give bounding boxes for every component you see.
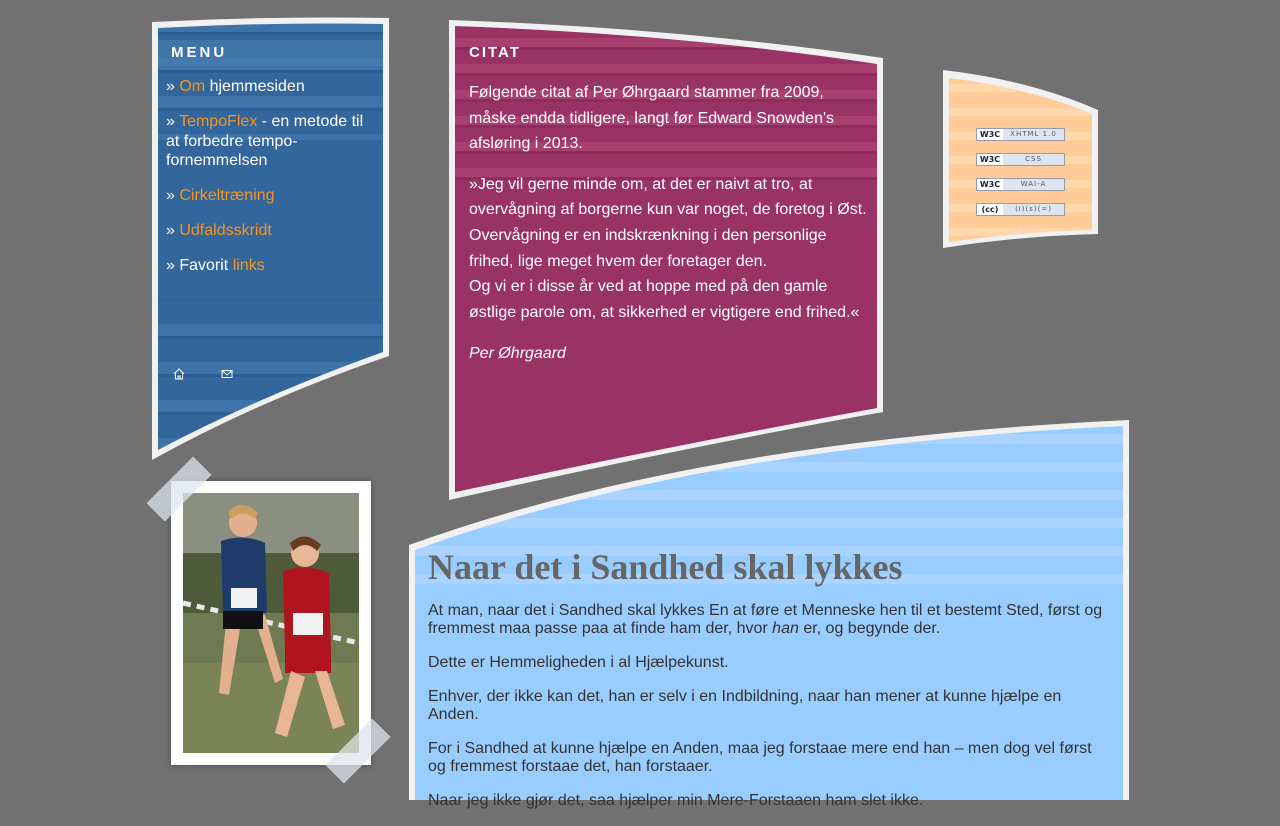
menu-item-prefix: » [166, 187, 180, 204]
paragraph-text: er, og begynde der. [798, 620, 941, 637]
paragraph-text: At man, naar det i Sandhed skal lykkes En at føre et Menneske hen til et bestemt Sted, først og fremmest maa passe paa at finde ham der, hvor [428, 602, 1103, 637]
creative-commons-badge[interactable] [976, 203, 1065, 216]
badge-label: WAI-A [1020, 180, 1047, 188]
main-paragraph-3: Enhver, der ikke kan det, han er selv i en Indbildning, naar han mener at kunne hjælpe en Anden. [428, 688, 1062, 723]
menu-item-suffix: hjemmesiden [205, 78, 305, 95]
menu-link-om[interactable]: Om [179, 78, 206, 95]
menu-title: MENU [171, 44, 228, 61]
menu-item-prefix: » [166, 78, 180, 95]
menu-link-udfaldsskridt[interactable]: Udfaldsskridt [179, 222, 272, 239]
menu-item-tempoflex [166, 112, 378, 171]
main-paragraph-5: Naar jeg ikke gjør det, saa hjælper min Mere-Forstaaen ham slet ikke. [428, 792, 924, 809]
menu-icons [172, 365, 264, 383]
badge-label: (i)(s)(=) [1015, 205, 1052, 213]
citat-author: Per Øhrgaard [469, 345, 566, 363]
badge-mark: W3C [977, 154, 1003, 165]
menu-item-prefix: » Favorit [166, 257, 233, 274]
main-body [428, 602, 1112, 826]
xhtml-validator-badge[interactable] [976, 128, 1065, 141]
menu-item-cirkeltraening [166, 186, 378, 206]
citat-intro: Følgende citat af Per Øhrgaard stammer fra 2009, måske endda tidligere, langt før Edward Snowden's afsløring i 2013. [469, 84, 835, 153]
main-title: Naar det i Sandhed skal lykkes [428, 547, 903, 587]
menu-list [166, 77, 378, 291]
citat-quote [469, 172, 869, 326]
menu-item-links [166, 256, 378, 276]
main-paragraph-4: For i Sandhed at kunne hjælpe en Anden, maa jeg forstaae mere end han – men dog vel først og fremmest forstaae det, han forstaaer. [428, 740, 1092, 775]
runners-photo [183, 493, 359, 753]
badge-mark: W3C [977, 129, 1003, 140]
wai-badge[interactable] [976, 178, 1065, 191]
main-paragraph-1 [428, 602, 1112, 638]
citat-quote-line: »Jeg vil gerne minde om, at det er naivt at tro, at overvågning af borgerne kun var noget, de foretog i Øst. [469, 175, 867, 219]
css-validator-badge[interactable] [976, 153, 1065, 166]
main-paragraph-2: Dette er Hemmeligheden i al Hjælpekunst. [428, 654, 729, 671]
menu-item-prefix: » [166, 113, 180, 130]
menu-link-cirkeltraening[interactable]: Cirkeltræning [179, 187, 275, 204]
menu-link-links[interactable]: links [232, 257, 265, 274]
mail-icon[interactable] [220, 367, 234, 381]
menu-item-suffix: - en metode til at forbedre tempo-fornemmelsen [166, 113, 364, 169]
menu-item-prefix: » [166, 222, 180, 239]
badge-mark: (cc) [977, 204, 1003, 215]
home-icon[interactable] [172, 367, 186, 381]
citat-title: CITAT [469, 44, 521, 61]
badge-mark: W3C [977, 179, 1003, 190]
menu-item-udfaldsskridt [166, 221, 378, 241]
badge-label: CSS [1025, 155, 1042, 163]
emphasis-text: han [772, 620, 799, 637]
citat-body [469, 80, 869, 382]
menu-item-om [166, 77, 378, 97]
menu-link-tempoflex[interactable]: TempoFlex [179, 113, 258, 130]
badge-label: XHTML 1.0 [1010, 130, 1057, 138]
citat-quote-line: Overvågning er en indskrænkning i den personlige frihed, lige meget hvem der foretager den. [469, 226, 827, 270]
citat-quote-line: Og vi er i disse år ved at hoppe med på den gamle østlige parole om, at sikkerhed er vigtigere end frihed.« [469, 278, 860, 321]
